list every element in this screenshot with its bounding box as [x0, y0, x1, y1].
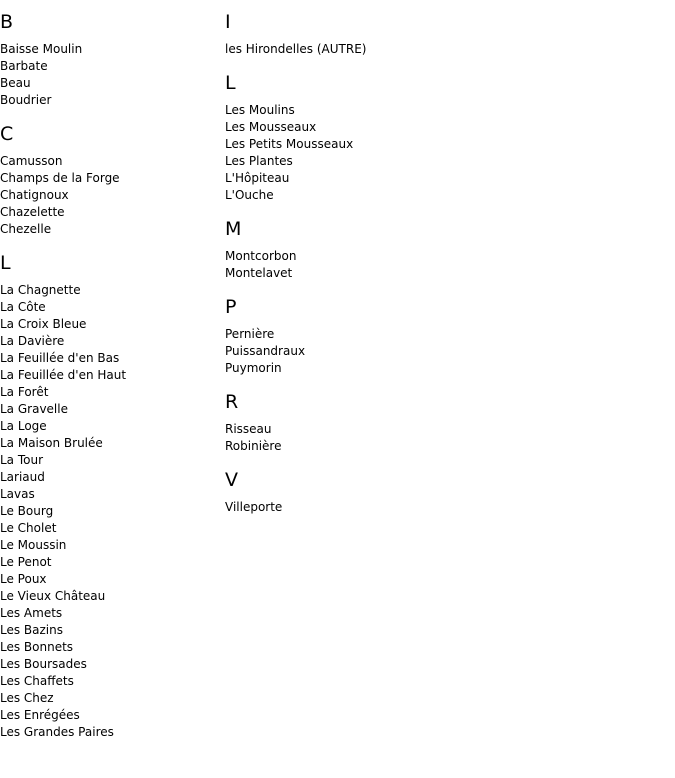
place-name-item[interactable]: Lariaud [0, 470, 45, 484]
section-letter-heading: L [0, 252, 11, 274]
section-letter-heading: M [225, 218, 242, 240]
letter-section [225, 218, 665, 282]
place-name-item[interactable]: Les Chez [0, 691, 54, 705]
section-letter-heading: P [225, 296, 237, 318]
place-list [225, 41, 665, 58]
place-name-item[interactable]: Le Bourg [0, 504, 54, 518]
place-list [225, 248, 665, 282]
place-name-item[interactable]: Robinière [225, 439, 282, 453]
place-name-item[interactable]: Beau [0, 76, 31, 90]
place-name-item[interactable]: La Loge [0, 419, 47, 433]
place-name-item[interactable]: Baisse Moulin [0, 42, 83, 56]
place-list [225, 326, 665, 377]
place-name-item[interactable]: La Croix Bleue [0, 317, 87, 331]
letter-section [225, 391, 665, 455]
place-name-item[interactable]: Champs de la Forge [0, 171, 120, 185]
place-name-item[interactable]: Les Boursades [0, 657, 87, 671]
letter-section [0, 11, 222, 109]
place-name-item[interactable]: Puissandraux [225, 344, 306, 358]
place-name-item[interactable]: La Gravelle [0, 402, 68, 416]
place-name-item[interactable]: Les Amets [0, 606, 63, 620]
place-name-item[interactable]: Puymorin [225, 361, 282, 375]
place-name-item[interactable]: Camusson [0, 154, 63, 168]
place-name-item[interactable]: Lavas [0, 487, 35, 501]
place-name-item[interactable]: La Davière [0, 334, 65, 348]
place-name-item[interactable]: Boudrier [0, 93, 52, 107]
place-name-item[interactable]: Les Chaffets [0, 674, 74, 688]
place-name-item[interactable]: La Maison Brulée [0, 436, 103, 450]
place-list [0, 41, 222, 109]
place-name-item[interactable]: Les Plantes [225, 154, 293, 168]
place-name-item[interactable]: La Feuillée d'en Bas [0, 351, 120, 365]
letter-section [225, 11, 665, 58]
section-letter-heading: L [225, 72, 236, 94]
place-name-item[interactable]: Chezelle [0, 222, 52, 236]
section-letter-heading: I [225, 11, 231, 33]
right-column [225, 11, 665, 516]
place-name-item[interactable]: Chazelette [0, 205, 65, 219]
place-list [225, 499, 665, 516]
place-name-item[interactable]: Les Petits Mousseaux [225, 137, 354, 151]
place-name-item[interactable]: Les Moulins [225, 103, 295, 117]
place-name-item[interactable]: Le Vieux Château [0, 589, 106, 603]
section-letter-heading: B [0, 11, 14, 33]
place-name-item[interactable]: Montcorbon [225, 249, 297, 263]
letter-section [225, 469, 665, 516]
place-name-item[interactable]: Villeporte [225, 500, 283, 514]
letter-section [225, 296, 665, 377]
place-list [225, 102, 665, 204]
place-name-item[interactable]: L'Ouche [225, 188, 274, 202]
section-letter-heading: C [0, 123, 14, 145]
place-name-item[interactable]: Barbate [0, 59, 48, 73]
section-letter-heading: V [225, 469, 238, 491]
place-name-item[interactable]: Le Cholet [0, 521, 57, 535]
section-letter-heading: R [225, 391, 239, 413]
place-name-item[interactable]: les Hirondelles (AUTRE) [225, 42, 367, 56]
letter-section [0, 252, 222, 741]
place-name-item[interactable]: Le Poux [0, 572, 47, 586]
place-name-item[interactable]: Pernière [225, 327, 275, 341]
place-name-item[interactable]: Les Bonnets [0, 640, 74, 654]
place-name-item[interactable]: Le Penot [0, 555, 52, 569]
place-name-item[interactable]: La Côte [0, 300, 46, 314]
place-list [0, 282, 222, 741]
place-name-item[interactable]: Risseau [225, 422, 272, 436]
left-column [0, 11, 222, 741]
place-name-item[interactable]: Les Mousseaux [225, 120, 317, 134]
letter-section [225, 72, 665, 204]
place-name-item[interactable]: Chatignoux [0, 188, 69, 202]
place-name-item[interactable]: Les Enrégées [0, 708, 80, 722]
place-name-item[interactable]: L'Hôpiteau [225, 171, 290, 185]
place-name-item[interactable]: La Tour [0, 453, 44, 467]
place-name-item[interactable]: La Feuillée d'en Haut [0, 368, 127, 382]
place-list [0, 153, 222, 238]
place-name-item[interactable]: Montelavet [225, 266, 293, 280]
place-list [225, 421, 665, 455]
letter-section [0, 123, 222, 238]
place-name-item[interactable]: Le Moussin [0, 538, 67, 552]
place-name-item[interactable]: Les Grandes Paires [0, 725, 114, 739]
place-name-item[interactable]: La Chagnette [0, 283, 81, 297]
place-name-item[interactable]: La Forêt [0, 385, 49, 399]
place-name-item[interactable]: Les Bazins [0, 623, 63, 637]
